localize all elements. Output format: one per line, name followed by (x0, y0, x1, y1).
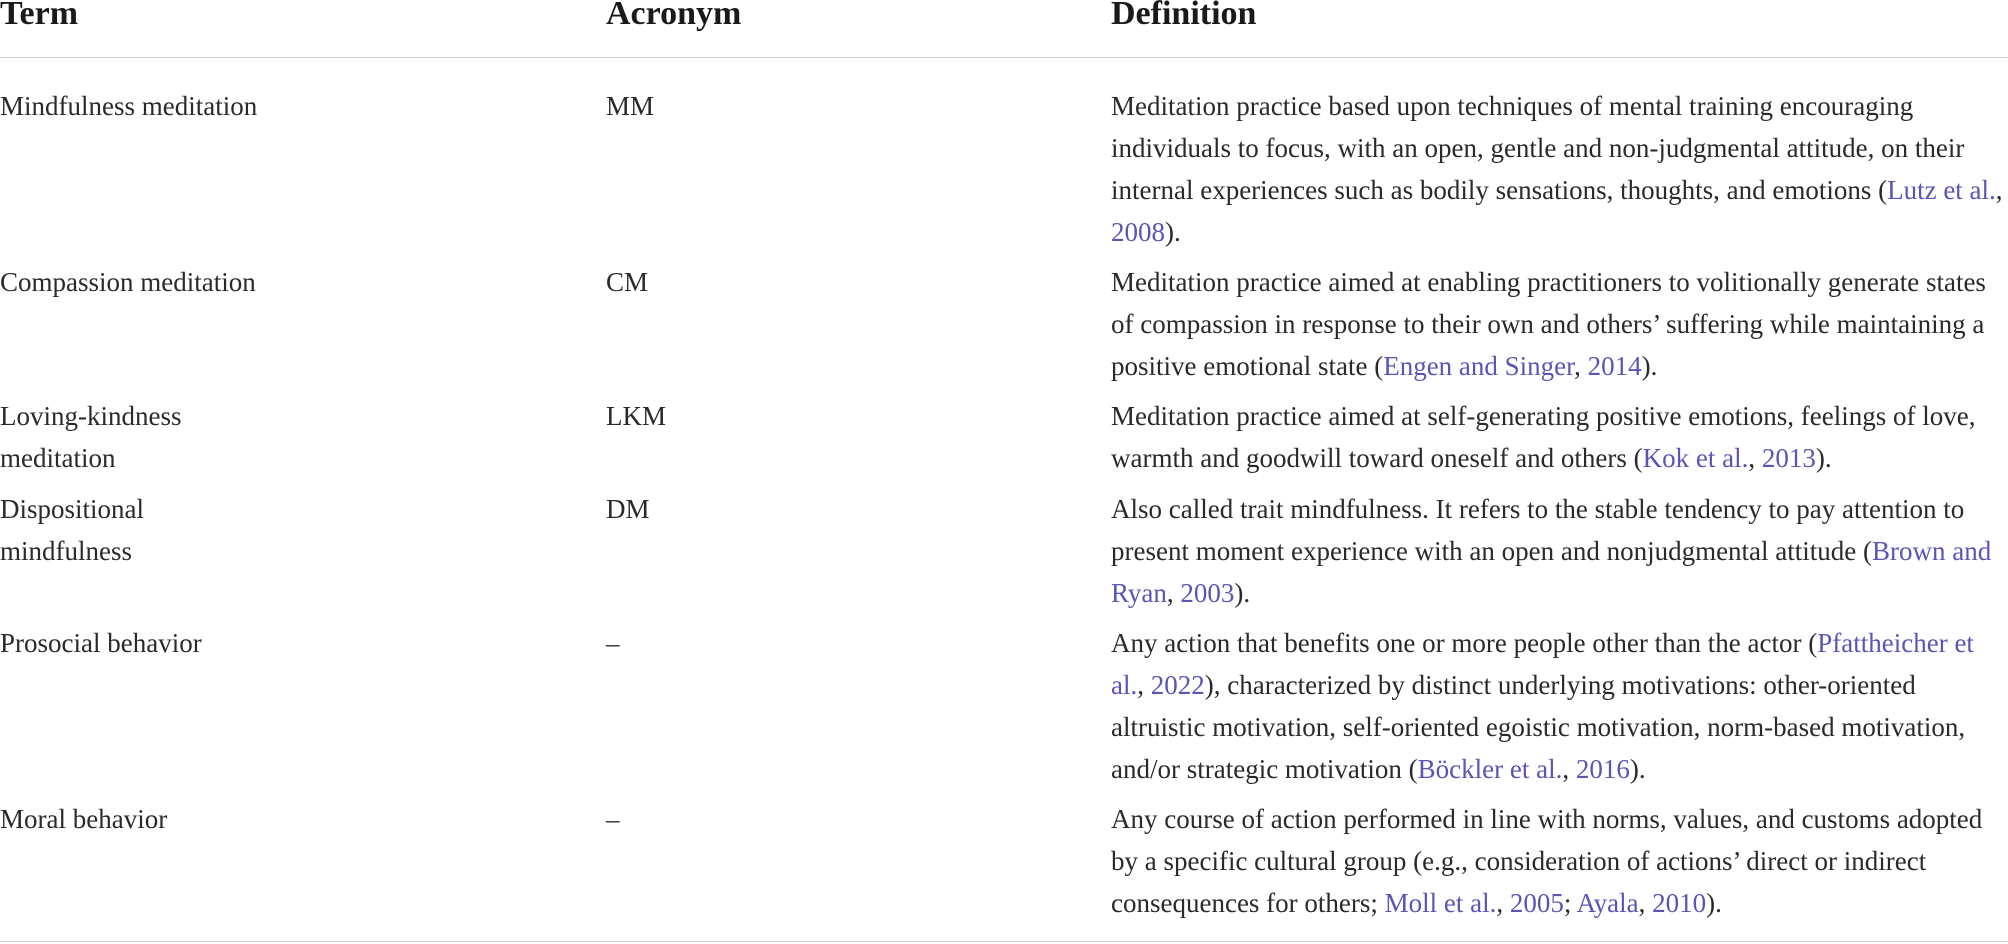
definition-text: Meditation practice based upon techniques of mental training encouraging individuals to focus, with an open, gentle and non-judgmental attitude, on their internal experiences such as bodily sensations, thoughts, and emotions ( (1111, 91, 1965, 205)
citation-link[interactable]: 2005 (1509, 888, 1564, 918)
citation-link[interactable]: Pfattheicher et al. (1111, 628, 1974, 700)
definition-text: , (1574, 351, 1588, 381)
acronym-cell: CM (606, 267, 649, 297)
citation-link[interactable]: 2022 (1150, 670, 1205, 700)
definition-text: Meditation practice aimed at enabling practitioners to volitionally generate states of compassion in response to their own and others’ suffering while maintaining a positive emotional state ( (1111, 267, 1986, 381)
definition-text: , (1166, 578, 1181, 608)
definition-text: Any action that benefits one or more people other than the actor ( (1111, 628, 1818, 658)
definition-text: , (1496, 888, 1510, 918)
citation-link[interactable]: 2008 (1111, 217, 1165, 247)
definition-text: ). (1706, 888, 1722, 918)
definition-text: , (1748, 443, 1762, 473)
table-header (0, 0, 2008, 58)
header-acronym: Acronym (606, 0, 742, 32)
definition-text: ). (1629, 754, 1646, 784)
term-cell: Loving-kindness meditation (0, 401, 182, 473)
definition-cell (1111, 395, 2008, 479)
acronym-cell: DM (606, 494, 650, 524)
citation-link[interactable]: Kok et al. (1642, 443, 1749, 473)
term-cell: Mindfulness meditation (0, 91, 258, 121)
citation-link[interactable]: 2016 (1575, 754, 1630, 784)
acronym-cell: LKM (606, 401, 666, 431)
citation-link[interactable]: 2003 (1180, 578, 1235, 608)
acronym-cell: MM (606, 91, 655, 121)
term-cell: Compassion meditation (0, 267, 256, 297)
definition-text: ; (1563, 888, 1577, 918)
definition-text: Any course of action performed in line with norms, values, and customs adopted by a specific cultural group (e.g., consideration of actions’ direct or indirect consequences for others; (1111, 804, 1983, 918)
definition-cell (1111, 85, 2008, 253)
term-cell: Moral behavior (0, 804, 168, 834)
definition-text: ). (1165, 217, 1181, 247)
term-cell: Prosocial behavior (0, 628, 202, 658)
definition-cell (1111, 622, 2008, 790)
definition-cell (1111, 488, 2008, 614)
citation-link[interactable]: Ayala (1576, 888, 1639, 918)
citation-link[interactable]: Engen and Singer (1383, 351, 1575, 381)
citation-link[interactable]: Brown and Ryan (1111, 536, 1992, 608)
citation-link[interactable]: 2013 (1761, 443, 1816, 473)
header-term: Term (0, 0, 79, 32)
definition-cell (1111, 261, 2008, 387)
term-cell: Dispositional mindfulness (0, 494, 145, 566)
definition-text: ). (1234, 578, 1251, 608)
table-bottom-rule (0, 941, 2008, 942)
citation-link[interactable]: Lutz et al. (1887, 175, 1996, 205)
definition-text: Also called trait mindfulness. It refers to the stable tendency to pay attention to present moment experience with an open and nonjudgmental attitude ( (1111, 494, 1965, 566)
acronym-cell: – (606, 804, 620, 834)
header-definition: Definition (1111, 0, 1257, 32)
definition-text: ). (1815, 443, 1832, 473)
definition-text: , (1995, 175, 2003, 205)
citation-link[interactable]: Böckler et al. (1417, 754, 1563, 784)
definition-cell (1111, 798, 2008, 924)
citation-link[interactable]: Moll et al. (1384, 888, 1497, 918)
acronym-cell: – (606, 628, 620, 658)
definition-text: , (1638, 888, 1653, 918)
citation-link[interactable]: 2014 (1587, 351, 1642, 381)
definition-text: ). (1641, 351, 1658, 381)
definition-text: ), characterized by distinct underlying motivations: other-oriented altruistic motivation, self-oriented egoistic motivation, norm-based motivation, and/or strategic motivation ( (1111, 670, 1966, 784)
definition-text: Meditation practice aimed at self-generating positive emotions, feelings of love, warmth and goodwill toward oneself and others ( (1111, 401, 1976, 473)
definition-text: , (1562, 754, 1576, 784)
definition-text: , (1137, 670, 1151, 700)
citation-link[interactable]: 2010 (1652, 888, 1707, 918)
